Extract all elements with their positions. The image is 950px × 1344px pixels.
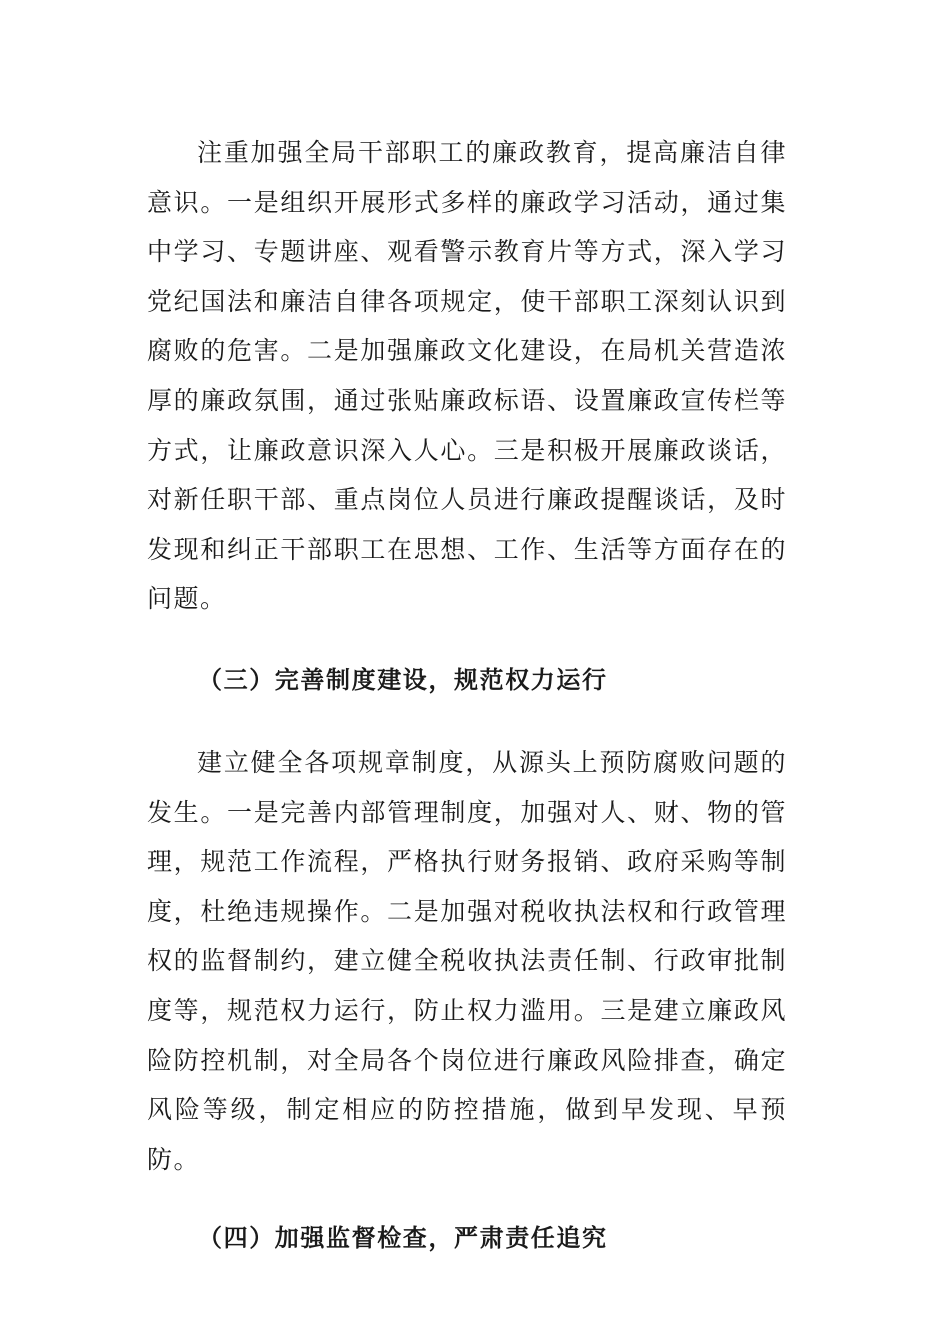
body-paragraph: 注重加强全局干部职工的廉政教育，提高廉洁自律意识。一是组织开展形式多样的廉政学习活动，通过集中学习、专题讲座、观看警示教育片等方式，深入学习党纪国法和廉洁自律各项规定，使干部职工深刻认识到腐败的危害。二是加强廉政文化建设，在局机关营造浓厚的廉政氛围，通过张贴廉政标语、设置廉政宣传栏等方式，让廉政意识深入人心。三是积极开展廉政谈话，对新任职干部、重点岗位人员进行廉政提醒谈话，及时发现和纠正干部职工在思想、工作、生活等方面存在的问题。: [147, 138, 787, 614]
section-heading-4: （四）加强监督检查，严肃责任追究: [198, 1224, 608, 1253]
section-heading-3: （三）完善制度建设，规范权力运行: [198, 665, 608, 694]
body-paragraph: 建立健全各项规章制度，从源头上预防腐败问题的发生。一是完善内部管理制度，加强对人、财、物的管理，规范工作流程，严格执行财务报销、政府采购等制度，杜绝违规操作。二是加强对税收执法权和行政管理权的监督制约，建立健全税收执法责任制、行政审批制度等，规范权力运行，防止权力滥用。三是建立廉政风险防控机制，对全局各个岗位进行廉政风险排查，确定风险等级，制定相应的防控措施，做到早发现、早预防。: [147, 747, 787, 1174]
document-body: [147, 128, 787, 1258]
